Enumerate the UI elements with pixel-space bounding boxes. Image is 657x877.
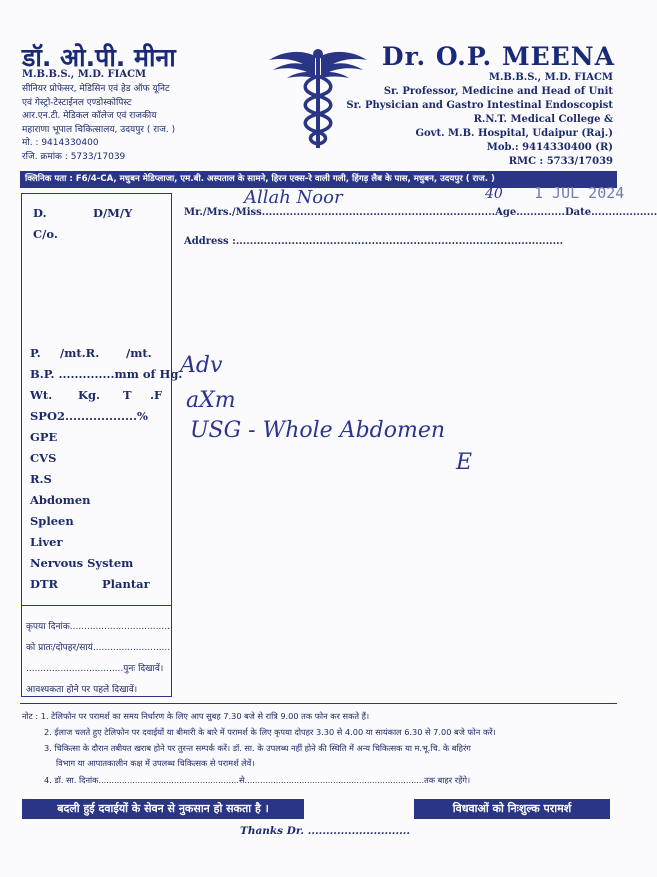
followup-date: कृपया दिनांक.................................... (26, 622, 173, 632)
handwritten-patient-name: Allah Noor (244, 187, 343, 208)
header-english-college: R.N.T. Medical College & (473, 114, 613, 125)
hindi-header-lines: सीनियर प्रोफेसर, मेडिसिन एवं हेड ऑफ यूनिट एवं गेस्ट्रो-टेस्टाईनल एण्डोस्कोपिस्ट आर.एन.टी. मेडिकल कॉलेज एवं राजकीय महाराणा भूपाल चिकित्सालय, उदयपुर ( राज. ) मो. : 9414330400 रजि. क्रमांक : 5733/17039 (22, 84, 176, 162)
temp-label: T (123, 388, 132, 402)
header-english-title: Sr. Professor, Medicine and Head of Unit (383, 86, 613, 97)
followup-earlier: आवश्यकता होने पर पहले दिखावें। (26, 685, 138, 695)
d-label: D. (33, 206, 47, 220)
exam-dtr: DTR (30, 577, 59, 591)
exam-plantar: Plantar (102, 577, 150, 591)
exam-nervous-system: Nervous System (30, 556, 134, 570)
patient-name-field: Mr./Mrs./Miss...................................................................Age..............Date................... (184, 207, 657, 218)
doctor-name-hindi: डॉ. ओ.पी. मीना (22, 43, 176, 72)
followup-revisit: ..................................पुनः दिखावें। (26, 664, 164, 674)
dmy-label: D/M/Y (93, 206, 133, 220)
pulse-unit: /mt.R. (60, 346, 100, 360)
date-stamp: 1 JUL 2024 (534, 184, 625, 202)
notes-divider (20, 703, 617, 704)
followup-time: को प्रातः/दोपहर/सायं........................... (26, 643, 171, 653)
degree-hindi-side: M.B.B.S., M.D. FIACM (22, 69, 147, 80)
header-english-mobile: Mob.: 9414330400 (R) (486, 142, 613, 153)
header-english-degree: M.B.B.S., M.D. FIACM (488, 72, 613, 83)
note-3: 3. चिकित्सा के दौरान तबीयत खराब होने पर तुरन्त सम्पर्क करें। डॉ. सा. के उपलब्ध नहीं होने की स्थिति में अन्य चिकित्सक या म.भू.चि. के बहिरंग (44, 743, 471, 753)
bp-field: B.P. ..............mm of Hg. (30, 367, 183, 381)
exam-abdomen: Abdomen (30, 493, 91, 507)
header-english-specialty: Sr. Physician and Gastro Intestinal Endoscopist (346, 100, 613, 111)
exam-cvs: CVS (30, 451, 57, 465)
spo2-field: SPO2..................% (30, 409, 148, 423)
panel-divider (21, 605, 172, 606)
exam-rs: R.S (30, 472, 52, 486)
doctor-name-english: Dr. O.P. MEENA (381, 42, 615, 71)
note-4: 4. डॉ. सा. दिनांक......................................................से.....................................................................तक बाहर रहेंगे। (44, 775, 471, 785)
weight-unit: Kg. (78, 388, 101, 402)
warning-banner: बदली हुई दवाईयों के सेवन से नुकसान हो सकता है । (22, 799, 304, 819)
header-english-hospital: Govt. M.B. Hospital, Udaipur (Raj.) (415, 128, 613, 139)
note-2: 2. ईलाज चलते हुए टेलिफोन पर दवाईयों या बीमारी के बारे में परामर्श के लिए कृपया दोपहर 3.30 से 4.00 या सायंकाल 6.30 से 7.00 बजे फोन करें। (44, 727, 496, 737)
header-english-rmc: RMC : 5733/17039 (508, 156, 613, 167)
exam-spleen: Spleen (30, 514, 74, 528)
thanks-dr-line: Thanks Dr. ............................ (240, 825, 411, 837)
address-field: Address :.............................................................................................. (184, 236, 564, 247)
handwritten-mark: E (456, 450, 473, 475)
caduceus-logo-icon (263, 42, 373, 152)
weight-label: Wt. (30, 388, 53, 402)
resp-unit: /mt. (126, 346, 152, 360)
pulse-label: P. (30, 346, 41, 360)
note-1: नोट : 1. टेलिफोन पर परामर्श का समय निर्धारण के लिए आप सुबह 7.30 बजे से रात्रि 9.00 तक फोन कर सकते हैं। (22, 711, 370, 721)
clinic-address-bar: क्लिनिक पता : F6/4-CA, मधुबन मेडिप्लाजा, एम.बी. अस्पताल के सामने, हिरन एक्स-रे वाली गली, हिंगड़ लैब के पास, मधुबन, उदयपुर ( राज. ) (20, 171, 617, 188)
handwritten-age: 40 (485, 186, 503, 202)
handwritten-line-2: aXm (186, 388, 236, 413)
co-label: C/o. (33, 227, 58, 241)
widow-free-consult-banner: विधवाओं को निःशुल्क परामर्श (414, 799, 610, 819)
exam-gpe: GPE (30, 430, 58, 444)
exam-liver: Liver (30, 535, 63, 549)
handwritten-investigation: USG - Whole Abdomen (190, 418, 446, 443)
temp-unit: .F (150, 388, 163, 402)
handwritten-advice: Adv (180, 353, 223, 378)
note-3-cont: विभाग या आपातकालीन कक्ष में उपलब्ध चिकित्सक से परामर्श लेवें। (56, 758, 255, 768)
